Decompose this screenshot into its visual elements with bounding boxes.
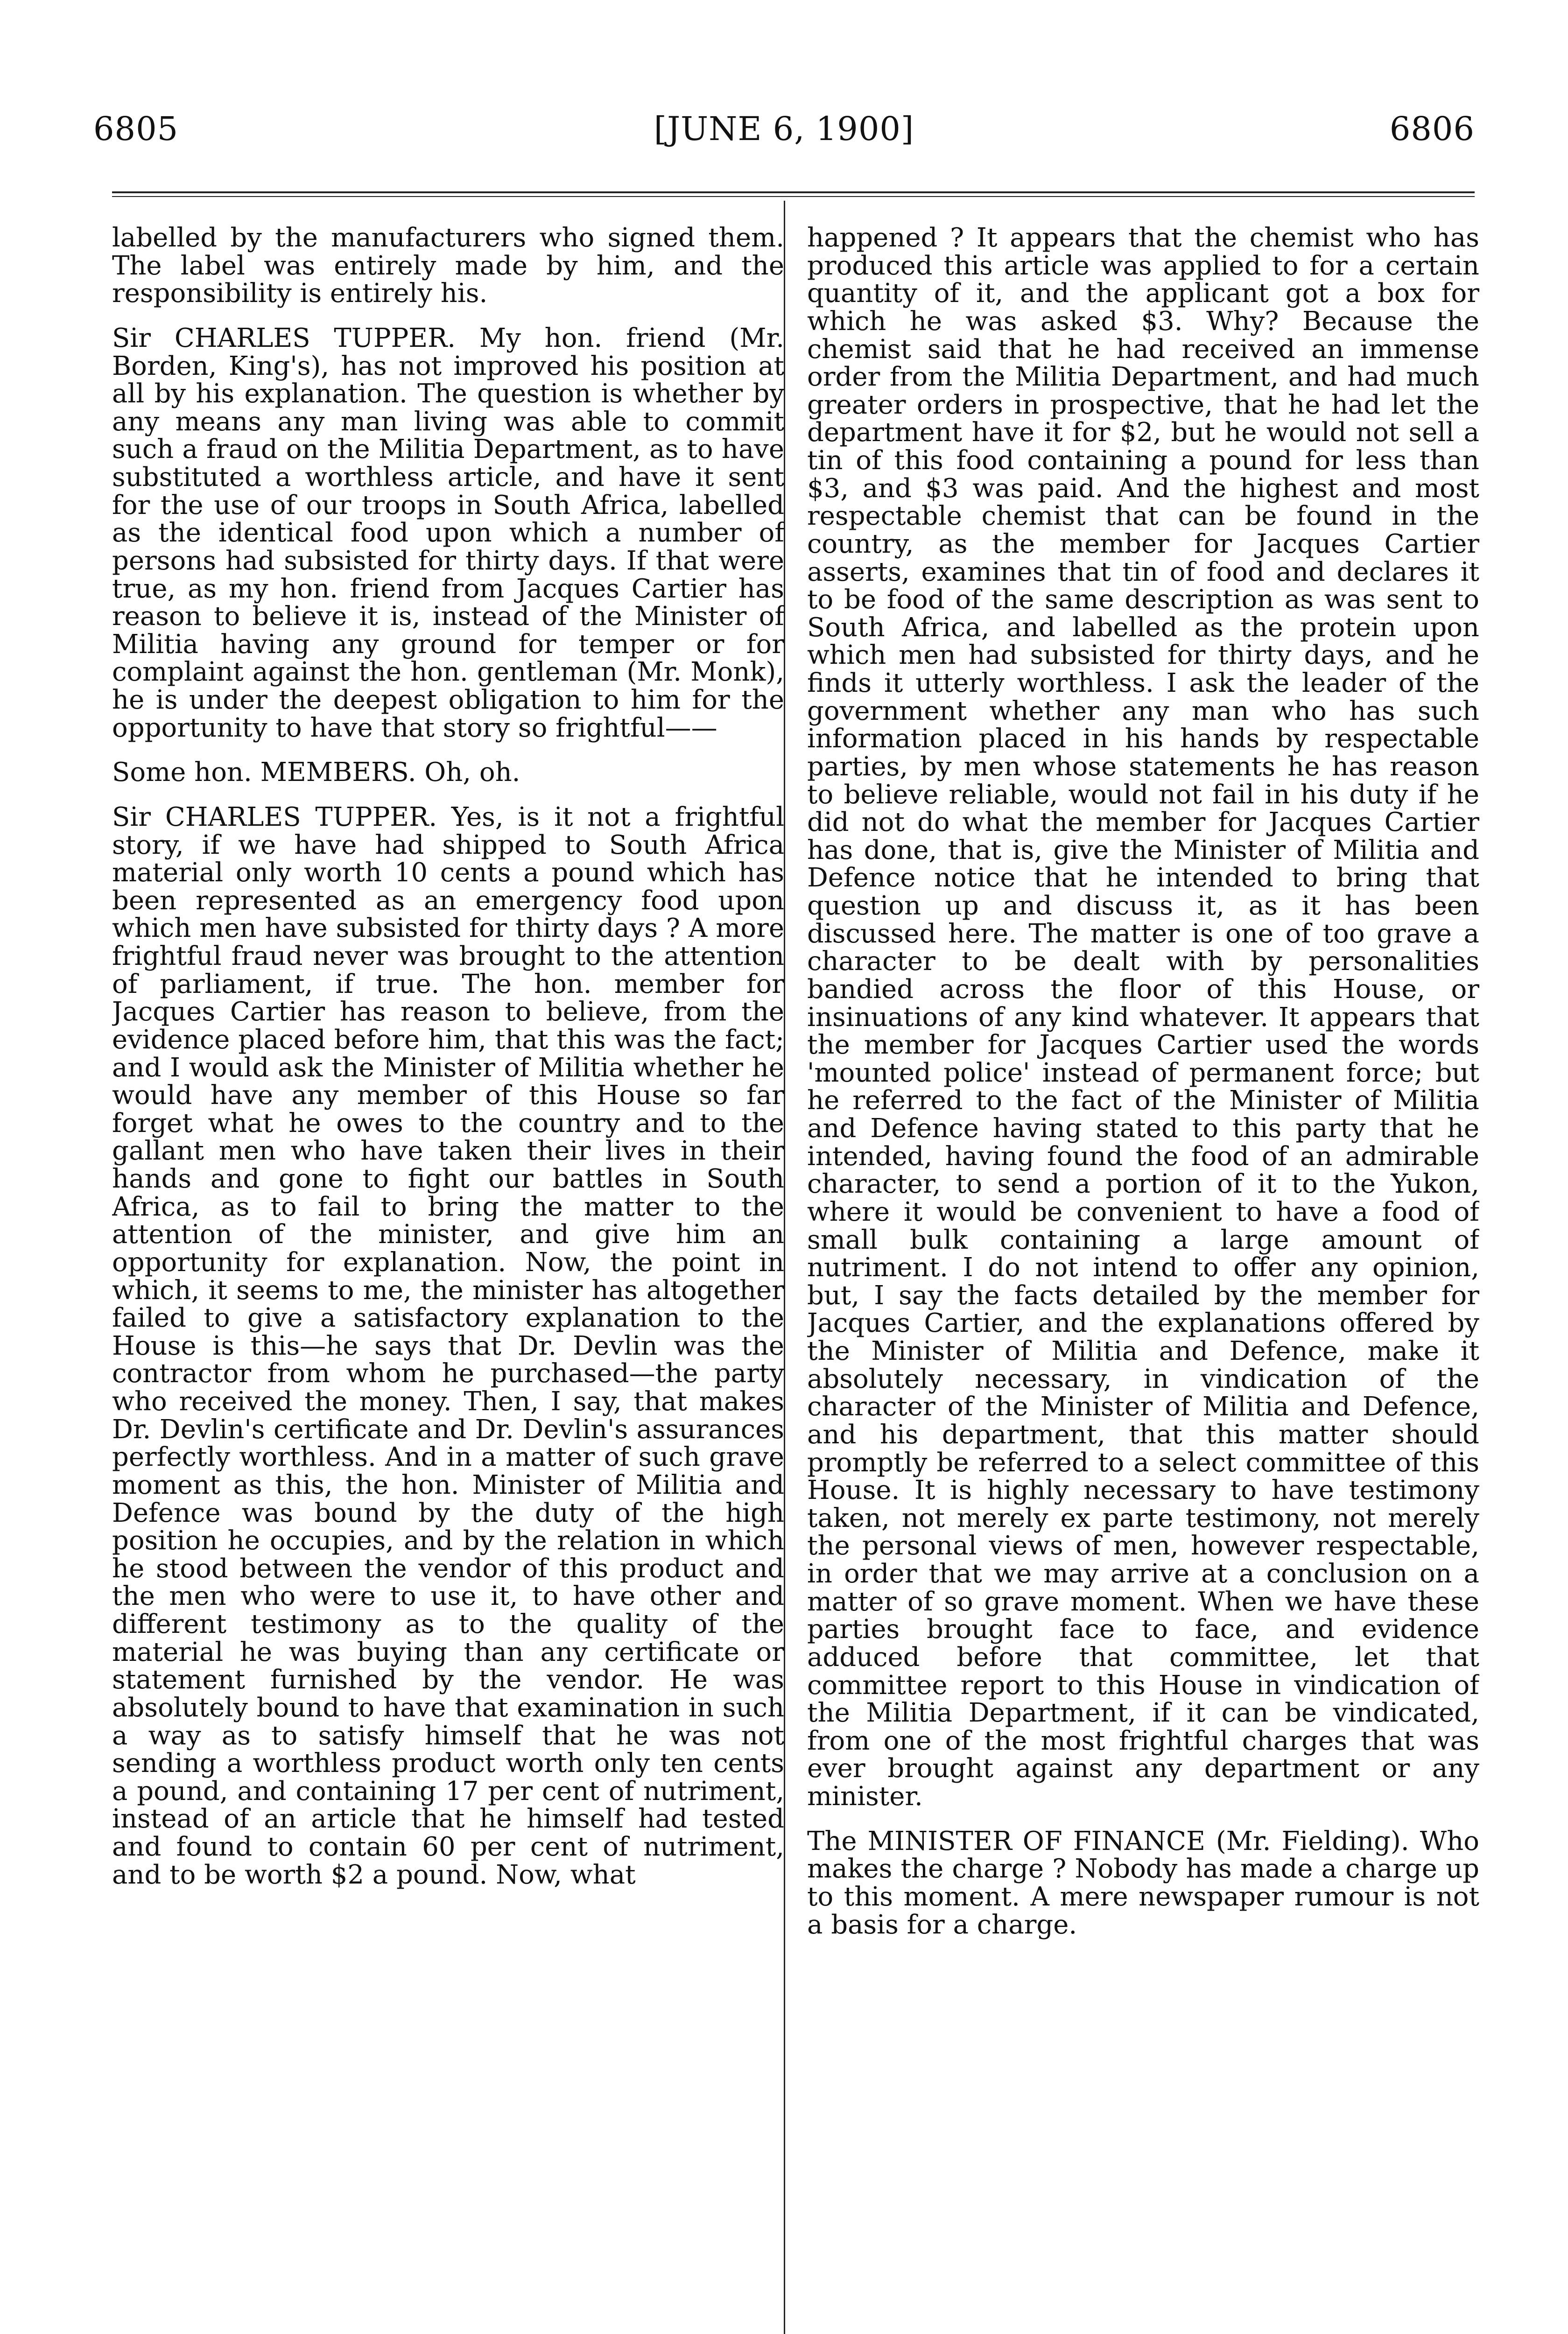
- paragraph: Sir CHARLES TUPPER. My hon. friend (Mr. Borden, King's), has not improved his position at all by his explanation. The question is whether by any means any man living was able to commit such a fraud on the Militia Department, as to have substituted a worthless article, and have it sent for the use of our troops in South Africa, labelled as the identical food upon which a number of persons had subsisted for thirty days. If that were true, as my hon. friend from Jacques Cartier has reason to believe it is, instead of the Minister of Militia having any ground for temper or for complaint against the hon. gentleman (Mr. Monk), he is under the deepest obligation to him for the opportunity to have that story so frightful——: [112, 323, 784, 743]
- page-number-left: 6805: [93, 110, 179, 148]
- paragraph: labelled by the manufacturers who signed them. The label was entirely made by him, and the responsibility is entirely his.: [112, 224, 784, 309]
- page-number-right: 6806: [1389, 110, 1475, 148]
- paragraph: happened ? It appears that the chemist who has produced this article was applied to for a certain quantity of it, and the applicant got a box for which he was asked $3. Why? Because the chemist said that he had received an immense order from the Militia Department, and had much greater orders in prospective, that he had let the department have it for $2, but he would not sell a tin of this food containing a pound for less than $3, and $3 was paid. And the highest and most respectable chemist that can be found in the country, as the member for Jacques Cartier asserts, examines that tin of food and declares it to be food of the same description as was sent to South Africa, and labelled as the protein upon which men had subsisted for thirty days, and he finds it utterly worthless. I ask the leader of the government whether any man who has such information placed in his hands by respectable parties, by men whose statements he has reason to believe reliable, would not fail in his duty if he did not do what the member for Jacques Cartier has done, that is, give the Minister of Militia and Defence notice that he intended to bring that question up and discuss it, as it has been discussed here. The matter is one of too grave a character to be dealt with by personalities bandied across the floor of this House, or insinuations of any kind whatever. It appears that the member for Jacques Cartier used the words 'mounted police' instead of permanent force; but he referred to the fact of the Minister of Militia and Defence having stated to this party that he intended, having found the food of an admirable character, to send a portion of it to the Yukon, where it would be convenient to have a food of small bulk containing a large amount of nutriment. I do not intend to offer any opinion, but, I say the facts detailed by the member for Jacques Cartier, and the explanations offered by the Minister of Militia and Defence, make it absolutely necessary, in vindication of the character of the Minister of Militia and Defence, and his department, that this matter should promptly be referred to a select committee of this House. It is highly necessary to have testimony taken, not merely ex parte testimony, not merely the personal views of men, however respectable, in order that we may arrive at a conclusion on a matter of so grave moment. When we have these parties brought face to face, and evidence adduced before that committee, let that committee report to this House in vindication of the Militia Department, if it can be vindicated, from one of the most frightful charges that was ever brought against any department or any minister.: [807, 224, 1479, 1812]
- right-column: [807, 224, 1479, 2334]
- paragraph: Some hon. MEMBERS. Oh, oh.: [112, 757, 520, 788]
- left-column: [112, 224, 784, 2334]
- paragraph: The MINISTER OF FINANCE (Mr. Fielding). Who makes the charge ? Nobody has made a charge up to this moment. A mere newspaper rumour is not a basis for a charge.: [807, 1826, 1479, 1940]
- page-header: [93, 110, 1475, 166]
- paragraph: Sir CHARLES TUPPER. Yes, is it not a frightful story, if we have had shipped to South Africa material only worth 10 cents a pound which has been represented as an emergency food upon which men have subsisted for thirty days ? A more frightful fraud never was brought to the attention of parliament, if true. The hon. member for Jacques Cartier has reason to believe, from the evidence placed before him, that this was the fact; and I would ask the Minister of Militia whether he would have any member of this House so far forget what he owes to the country and to the gallant men who have taken their lives in their hands and gone to fight our battles in South Africa, as to fail to bring the matter to the attention of the minister, and give him an opportunity for explanation. Now, the point in which, it seems to me, the minister has altogether failed to give a satisfactory explanation to the House is this—he says that Dr. Devlin was the contractor from whom he purchased—the party who received the money. Then, I say, that makes Dr. Devlin's certificate and Dr. Devlin's assurances perfectly worthless. And in a matter of such grave moment as this, the hon. Minister of Militia and Defence was bound by the duty of the high position he occupies, and by the relation in which he stood between the vendor of this product and the men who were to use it, to have other and different testimony as to the quality of the material he was buying than any certificate or statement furnished by the vendor. He was absolutely bound to have that examination in such a way as to satisfy himself that he was not sending a worthless product worth only ten cents a pound, and containing 17 per cent of nutriment, instead of an article that he himself had tested and found to contain 60 per cent of nutriment, and to be worth $2 a pound. Now, what: [112, 801, 784, 1890]
- header-rule: [112, 191, 1475, 197]
- page-date: [JUNE 6, 1900]: [654, 110, 914, 148]
